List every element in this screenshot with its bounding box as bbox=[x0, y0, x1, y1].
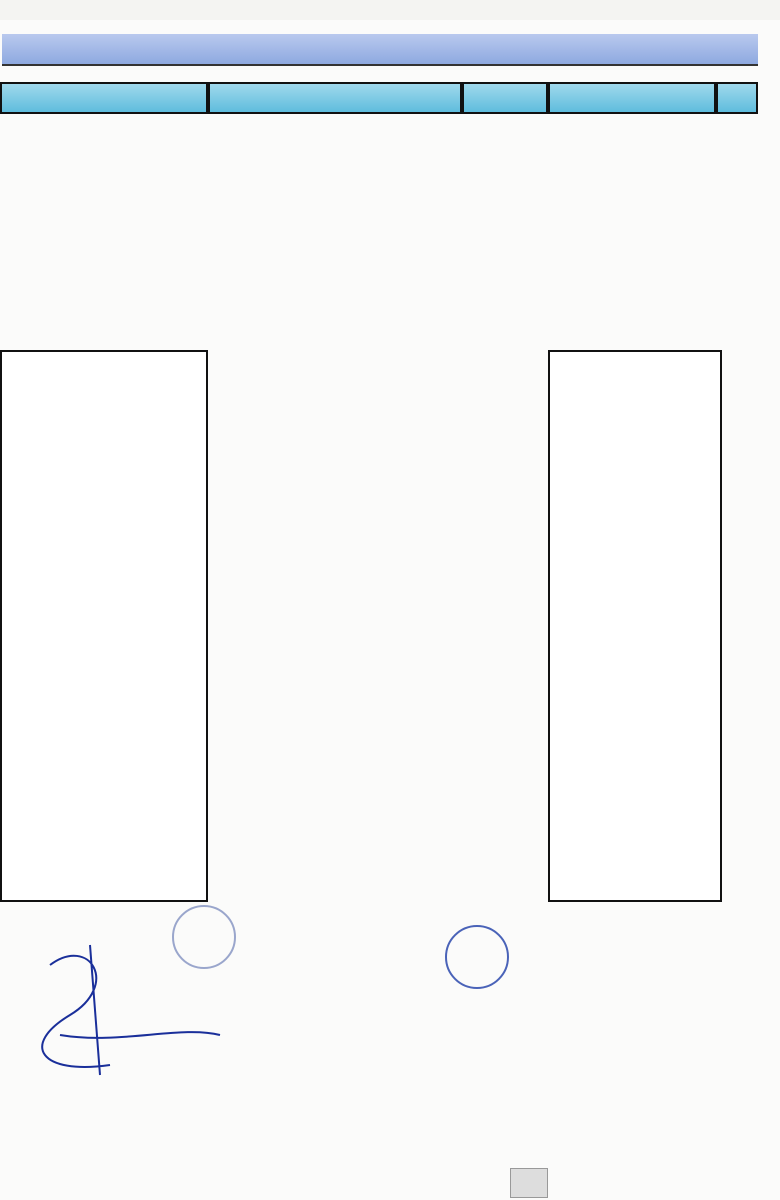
faded-seal-icon bbox=[172, 905, 236, 969]
page-title bbox=[2, 34, 758, 66]
header-num bbox=[716, 82, 758, 114]
header-exam bbox=[462, 82, 548, 114]
camscanner-logo-icon bbox=[510, 1168, 548, 1198]
header-name bbox=[208, 82, 462, 114]
document-page bbox=[0, 20, 780, 1200]
group-current-cell bbox=[0, 350, 208, 902]
reception-stamp-icon bbox=[445, 925, 509, 989]
header-previous bbox=[548, 82, 716, 114]
group-previous-cell bbox=[548, 350, 722, 902]
header-current bbox=[0, 82, 208, 114]
